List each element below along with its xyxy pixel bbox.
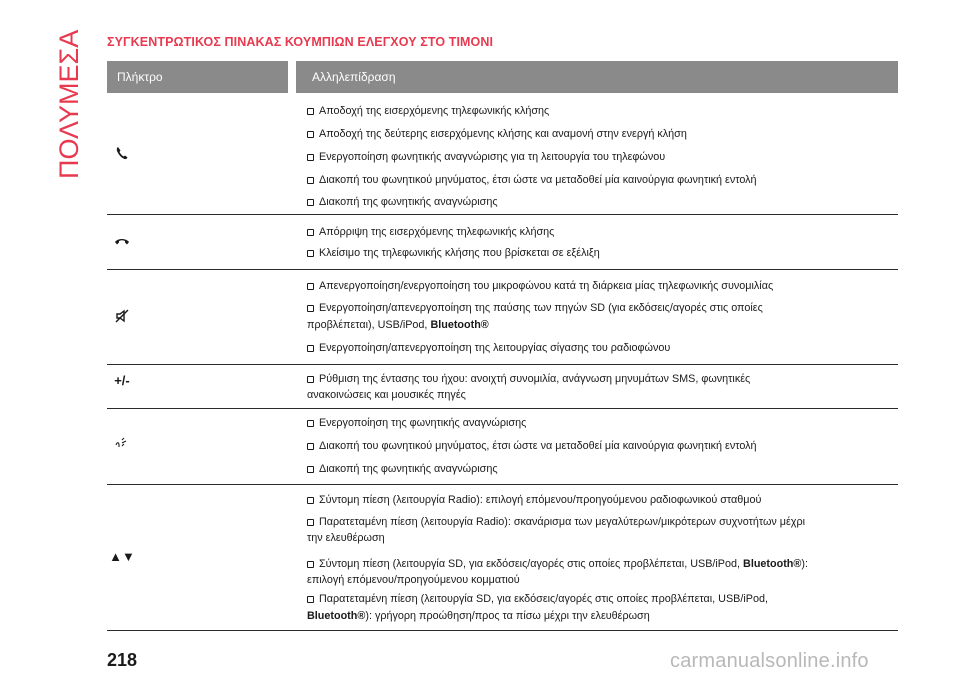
list-item: Παρατεταμένη πίεση (λειτουργία Radio): σκανάρισμα των μεγαλύτερων/μικρότερων συχνοτήτων μέχρι bbox=[307, 514, 805, 531]
table-row bbox=[107, 409, 898, 485]
table-row bbox=[107, 485, 898, 631]
page-number: 218 bbox=[107, 650, 138, 670]
table-row bbox=[107, 93, 898, 215]
bullet-icon bbox=[307, 229, 314, 236]
column-header-key: Πλήκτρο bbox=[117, 70, 163, 84]
list-item: Ενεργοποίηση φωνητικής αναγνώρισης για τη λειτουργία του τηλεφώνου bbox=[307, 149, 665, 166]
bullet-icon bbox=[307, 443, 314, 450]
list-item-continuation: ανακοινώσεις και μουσικές πηγές bbox=[307, 389, 466, 401]
list-item-continuation: επιλογή επόμενου/προηγούμενου κομματιού bbox=[307, 574, 520, 586]
list-item: Διακοπή του φωνητικού μηνύματος, έτσι ώστε να μεταδοθεί μία καινούργια φωνητική εντολή bbox=[307, 438, 757, 455]
header-divider bbox=[288, 61, 296, 93]
chapter-title: ΠΟΛΥΜΕΣΑ bbox=[54, 30, 84, 180]
list-item: Απόρριψη της εισερχόμενης τηλεφωνικής κλήσης bbox=[307, 224, 554, 241]
page-heading: ΣΥΓΚΕΝΤΡΩΤΙΚΟΣ ΠΙΝΑΚΑΣ ΚΟΥΜΠΙΩΝ ΕΛΕΓΧΟΥ ΣΤΟ ΤΙΜΟΝΙ bbox=[107, 35, 494, 49]
list-item: Σύντομη πίεση (λειτουργία Radio): επιλογή επόμενου/προηγούμενου ραδιοφωνικού σταθμού bbox=[307, 492, 761, 509]
bullet-icon bbox=[307, 283, 314, 290]
bullet-icon bbox=[307, 154, 314, 161]
column-header-interaction: Αλληλεπίδραση bbox=[312, 70, 396, 84]
bullet-icon bbox=[307, 596, 314, 603]
list-item: Διακοπή του φωνητικού μηνύματος, έτσι ώστε να μεταδοθεί μία καινούργια φωνητική εντολή bbox=[307, 172, 757, 189]
bullet-icon bbox=[307, 177, 314, 184]
list-item: Διακοπή της φωνητικής αναγνώρισης bbox=[307, 461, 498, 478]
list-item-continuation: Bluetooth®): γρήγορη προώθηση/προς τα πίσω μέχρι την ελευθέρωση bbox=[307, 610, 650, 622]
bullet-icon bbox=[307, 108, 314, 115]
list-item: Κλείσιμο της τηλεφωνικής κλήσης που βρίσκεται σε εξέλιξη bbox=[307, 245, 600, 262]
list-item: Ρύθμιση της έντασης του ήχου: ανοιχτή συνομιλία, ανάγνωση μηνυμάτων SMS, φωνητικές bbox=[307, 371, 750, 388]
table-row bbox=[107, 215, 898, 270]
table-header bbox=[107, 61, 898, 93]
list-item: Παρατεταμένη πίεση (λειτουργία SD, για εκδόσεις/αγορές στις οποίες προβλέπεται, USB/iPod, bbox=[307, 591, 768, 608]
arrow-keys-label: ▲▼ bbox=[109, 548, 135, 564]
list-item: Αποδοχή της εισερχόμενης τηλεφωνικής κλήσης bbox=[307, 103, 549, 120]
bullet-icon bbox=[307, 305, 314, 312]
list-item: Ενεργοποίηση της φωνητικής αναγνώρισης bbox=[307, 415, 526, 432]
watermark: carmanualsonline.info bbox=[670, 650, 869, 672]
list-item-continuation: προβλέπεται), USB/iPod, Bluetooth® bbox=[307, 319, 489, 331]
bullet-icon bbox=[307, 345, 314, 352]
table-row bbox=[107, 270, 898, 365]
voice-recognition-icon bbox=[107, 434, 137, 450]
phone-hangup-icon bbox=[107, 233, 137, 249]
list-item-continuation: την ελευθέρωση bbox=[307, 532, 385, 544]
list-item: Ενεργοποίηση/απενεργοποίηση της παύσης των πηγών SD (για εκδόσεις/αγορές στις οποίες bbox=[307, 300, 763, 317]
list-item: Σύντομη πίεση (λειτουργία SD, για εκδόσεις/αγορές στις οποίες προβλέπεται, USB/iPod, Bluetooth®): bbox=[307, 556, 808, 573]
bullet-icon bbox=[307, 131, 314, 138]
volume-key-label: +/- bbox=[114, 372, 130, 388]
bullet-icon bbox=[307, 199, 314, 206]
bullet-icon bbox=[307, 561, 314, 568]
bullet-icon bbox=[307, 519, 314, 526]
mute-icon bbox=[107, 307, 137, 325]
phone-answer-icon bbox=[107, 143, 137, 163]
table-row bbox=[107, 365, 898, 409]
list-item: Ενεργοποίηση/απενεργοποίηση της λειτουργίας σίγασης του ραδιοφώνου bbox=[307, 340, 670, 357]
bullet-icon bbox=[307, 250, 314, 257]
list-item: Διακοπή της φωνητικής αναγνώρισης bbox=[307, 194, 498, 211]
bullet-icon bbox=[307, 376, 314, 383]
bullet-icon bbox=[307, 497, 314, 504]
bullet-icon bbox=[307, 420, 314, 427]
bullet-icon bbox=[307, 466, 314, 473]
list-item: Απενεργοποίηση/ενεργοποίηση του μικροφώνου κατά τη διάρκεια μίας τηλεφωνικής συνομιλίας bbox=[307, 278, 773, 295]
list-item: Αποδοχή της δεύτερης εισερχόμενης κλήσης και αναμονή στην ενεργή κλήση bbox=[307, 126, 687, 143]
